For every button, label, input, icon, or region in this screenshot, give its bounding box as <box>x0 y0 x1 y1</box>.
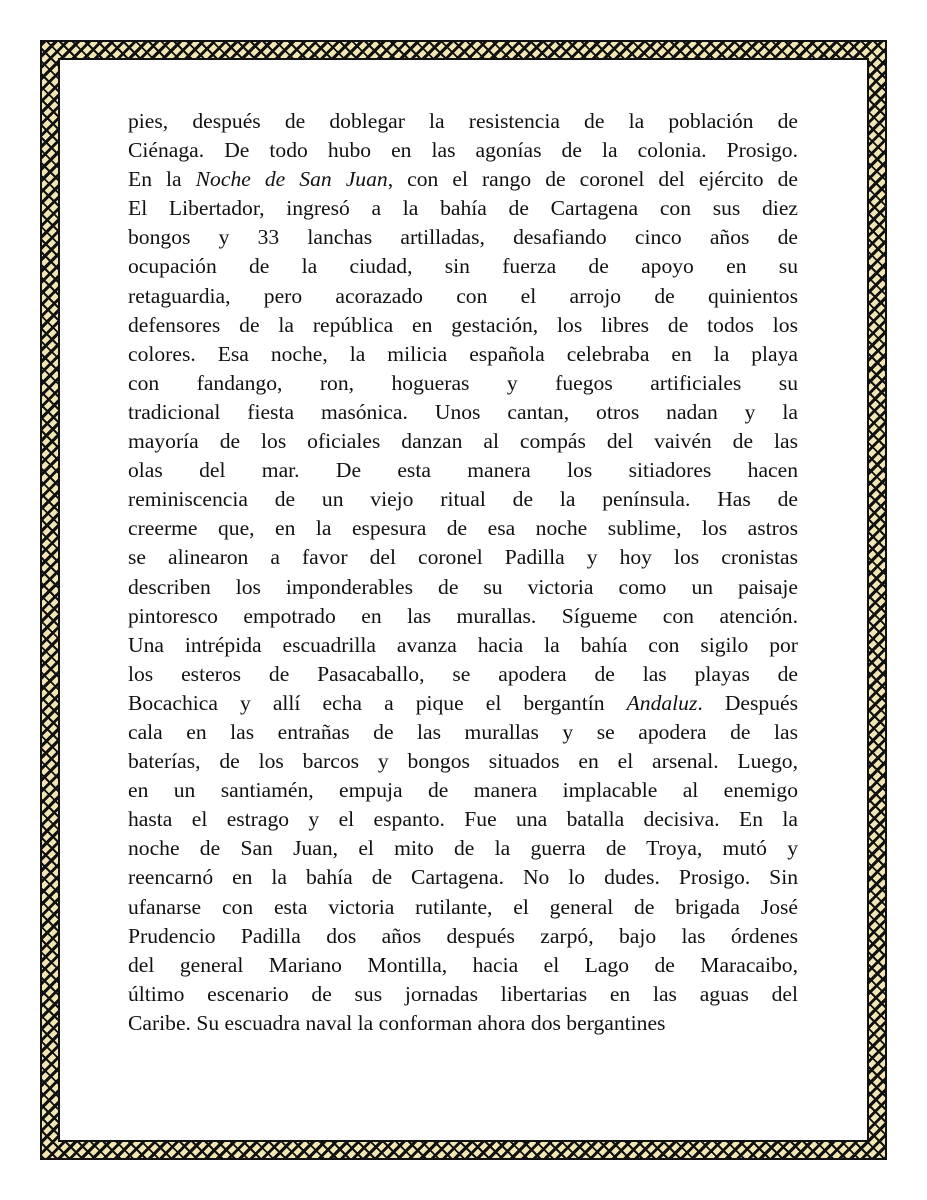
text-line: reencarnó en la bahía de Cartagena. No lo dudes. Prosigo. Sin <box>128 865 798 890</box>
text-line: bongos y 33 lanchas artilladas, desafiando cinco años de <box>128 225 798 250</box>
text-line: El Libertador, ingresó a la bahía de Cartagena con sus diez <box>128 196 798 221</box>
text-line: del general Mariano Montilla, hacia el Lago de Maracaibo, <box>128 952 798 977</box>
text-line: describen los imponderables de su victoria como un paisaje <box>128 574 798 599</box>
text-line: los esteros de Pasacaballo, se apodera de las playas de <box>128 661 798 686</box>
text-line: ufanarse con esta victoria rutilante, el general de brigada José <box>128 894 798 919</box>
text-line: ocupación de la ciudad, sin fuerza de apoyo en su <box>128 254 798 279</box>
text-line: pintoresco empotrado en las murallas. Sígueme con atención. <box>128 603 798 628</box>
text-line: creerme que, en la espesura de esa noche sublime, los astros <box>128 516 798 541</box>
text-line: mayoría de los oficiales danzan al compás del vaivén de las <box>128 429 798 454</box>
text-line: pies, después de doblegar la resistencia de la población de <box>128 109 798 133</box>
text-line: olas del mar. De esta manera los sitiadores hacen <box>128 458 798 483</box>
text-line: retaguardia, pero acorazado con el arrojo de quinientos <box>128 283 798 308</box>
text-line: Una intrépida escuadrilla avanza hacia la bahía con sigilo por <box>128 632 798 657</box>
text-line: baterías, de los barcos y bongos situados en el arsenal. Luego, <box>128 749 798 774</box>
text-line: hasta el estrago y el espanto. Fue una batalla decisiva. En la <box>128 807 798 832</box>
italic-ship-name: Andaluz <box>626 690 698 715</box>
text-line: tradicional fiesta masónica. Unos cantan, otros nadan y la <box>128 399 798 424</box>
text-line: Ciénaga. De todo hubo en las agonías de la colonia. Prosigo. <box>128 138 798 163</box>
text-line: Prudencio Padilla dos años después zarpó, bajo las órdenes <box>128 923 798 948</box>
italic-title: Noche de San Juan <box>195 167 388 192</box>
text-line: colores. Esa noche, la milicia española celebraba en la playa <box>128 341 798 366</box>
text-line: cala en las entrañas de las murallas y se apodera de las <box>128 719 798 744</box>
text-line: defensores de la república en gestación, los libres de todos los <box>128 312 798 337</box>
body-text <box>128 107 798 1038</box>
text-line: con fandango, ron, hogueras y fuegos artificiales su <box>128 370 798 395</box>
text-line: último escenario de sus jornadas libertarias en las aguas del <box>128 981 798 1006</box>
text-line: En la Noche de San Juan, con el rango de coronel del ejército de <box>128 167 798 192</box>
text-line: en un santiamén, empuja de manera implacable al enemigo <box>128 778 798 803</box>
text-line: reminiscencia de un viejo ritual de la península. Has de <box>128 487 798 512</box>
text-line: noche de San Juan, el mito de la guerra de Troya, mutó y <box>128 836 798 861</box>
text-line: Caribe. Su escuadra naval la conforman ahora dos bergantines <box>128 1010 666 1035</box>
text-line: se alinearon a favor del coronel Padilla y hoy los cronistas <box>128 545 798 570</box>
text-line: Bocachica y allí echa a pique el bergantín Andaluz. Después <box>128 690 798 715</box>
